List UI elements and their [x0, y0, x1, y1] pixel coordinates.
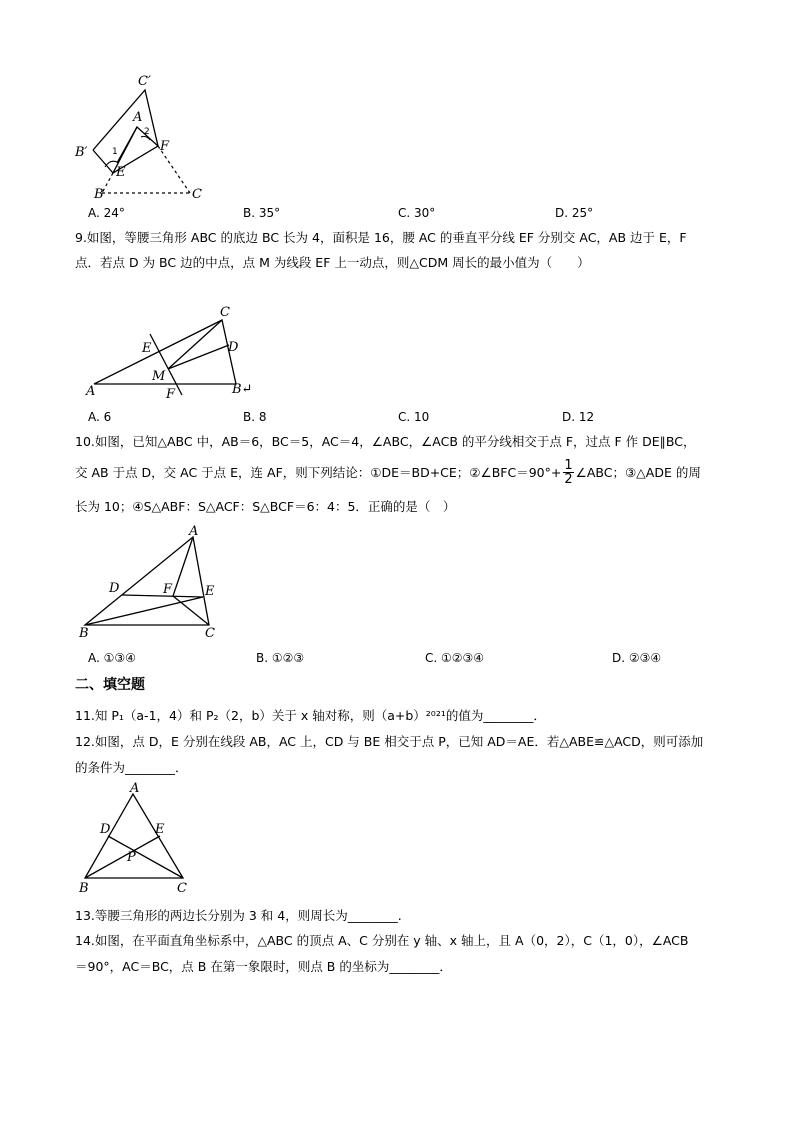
- fig8-label-c: C: [192, 187, 202, 202]
- q8-option-d[interactable]: D. 25°: [555, 206, 594, 220]
- q8-option-a[interactable]: A. 24°: [88, 206, 125, 220]
- figure-q8: [70, 70, 210, 202]
- fig10-triangle-abc: [85, 537, 209, 625]
- fig8-label-b: B: [94, 187, 104, 202]
- fig12-label-c: C: [177, 881, 187, 896]
- fig12-label-b: B: [79, 881, 89, 896]
- q10-text-line-3: 长为 10；④S△ABF：S△ACF：S△BCF＝6：4：5．正确的是（ ）: [75, 499, 456, 514]
- q14-text-line-2: ＝90°，AC＝BC，点 B 在第一象限时，则点 B 的坐标为________．: [75, 959, 452, 974]
- q9-option-a[interactable]: A. 6: [88, 410, 112, 424]
- fig10-label-f: F: [163, 582, 173, 597]
- fig10-label-c: C: [205, 626, 215, 641]
- fig9-segment-mc: [168, 320, 222, 369]
- fig10-label-a: A: [189, 524, 199, 539]
- fig10-label-d: D: [109, 581, 120, 596]
- fig12-label-p: P: [127, 850, 136, 865]
- fig8-outer-triangle: [93, 90, 158, 150]
- fig8-label-a: A: [133, 110, 143, 125]
- fig8-label-2: 2: [144, 127, 150, 137]
- q10-text-line-1: 10.如图，已知△ABC 中，AB＝6，BC＝5，AC＝4，∠ABC，∠ACB 的平分线相交于点 F，过点 F 作 DE∥BC，: [75, 434, 696, 449]
- fig8-label-f: F: [160, 139, 170, 154]
- fig9-segment-md: [168, 345, 229, 369]
- fig12-segment-be: [85, 836, 160, 878]
- fig8-crease: [117, 127, 137, 163]
- fig9-label-a: A: [86, 384, 96, 399]
- figure-q12: [75, 780, 205, 898]
- q12-text-line-1: 12.如图，点 D，E 分别在线段 AB，AC 上，CD 与 BE 相交于点 P，已知 AD＝AE．若△ABE≌△ACD，则可添加: [75, 734, 704, 749]
- q11-text: 11.知 P₁（a-1，4）和 P₂（2，b）关于 x 轴对称，则（a+b）²⁰²¹的值为________．: [75, 708, 546, 723]
- fig9-label-d: D: [228, 340, 239, 355]
- fig12-segment-cd: [108, 836, 183, 878]
- fig9-label-e: E: [142, 341, 152, 356]
- fraction-numerator: 1: [564, 458, 573, 473]
- q9-option-c[interactable]: C. 10: [398, 410, 430, 424]
- fig8-dashed-eb: [102, 173, 113, 193]
- q10-text-line-2: [75, 459, 701, 486]
- fraction-one-half: [563, 459, 573, 486]
- fig9-label-m: M: [152, 369, 166, 384]
- fig8-label-e: E: [116, 165, 126, 180]
- q8-option-b[interactable]: B. 35°: [243, 206, 281, 220]
- q10-text-line-2-start: 交 AB 于点 D，交 AC 于点 E，连 AF，则下列结论：①DE＝BD+CE；②∠BFC＝90°+: [75, 464, 562, 480]
- q12-text-line-2: 的条件为________．: [75, 760, 188, 775]
- fig8-label-1: 1: [112, 147, 118, 157]
- q10-option-d[interactable]: D. ②③④: [612, 651, 662, 665]
- fig9-label-b: B↵: [232, 382, 253, 397]
- fig12-label-d: D: [100, 822, 111, 837]
- q9-text-line-2: 点．若点 D 为 BC 边的中点，点 M 为线段 EF 上一动点，则△CDM 周长的最小值为（ ）: [75, 255, 590, 270]
- fig12-label-e: E: [155, 822, 165, 837]
- q13-text: 13.等腰三角形的两边长分别为 3 和 4，则周长为________.: [75, 908, 402, 923]
- fig12-label-a: A: [130, 781, 140, 796]
- figure-q9: [80, 300, 260, 405]
- fig8-label-b-prime: B′: [75, 145, 88, 160]
- q10-option-c[interactable]: C. ①②③④: [425, 651, 485, 665]
- q8-option-c[interactable]: C. 30°: [398, 206, 436, 220]
- q10-text-line-2-end: ∠ABC；③△ADE 的周: [575, 464, 701, 480]
- q9-text-line-1: 9.如图，等腰三角形 ABC 的底边 BC 长为 4，面积是 16，腰 AC 的垂直平分线 EF 分别交 AC，AB 边于 E，F: [75, 230, 687, 245]
- fig10-label-e: E: [205, 584, 215, 599]
- fig9-label-c: C: [220, 305, 230, 320]
- section-title-fill-in: 二、填空题: [75, 677, 145, 693]
- figure-q10: [75, 525, 235, 645]
- q10-option-a[interactable]: A. ①③④: [88, 651, 136, 665]
- q10-option-b[interactable]: B. ①②③: [256, 651, 305, 665]
- fig9-perpendicular-bisector-ef: [150, 334, 182, 395]
- q9-option-d[interactable]: D. 12: [562, 410, 595, 424]
- q9-option-b[interactable]: B. 8: [243, 410, 267, 424]
- fraction-denominator: 2: [564, 472, 573, 487]
- fig10-label-b: B: [79, 626, 89, 641]
- fig8-label-c-prime: C′: [138, 74, 151, 89]
- fig9-label-f: F: [166, 387, 176, 402]
- q14-text-line-1: 14.如图，在平面直角坐标系中，△ABC 的顶点 A、C 分别在 y 轴、x 轴上，且 A（0，2），C（1，0），∠ACB: [75, 933, 689, 948]
